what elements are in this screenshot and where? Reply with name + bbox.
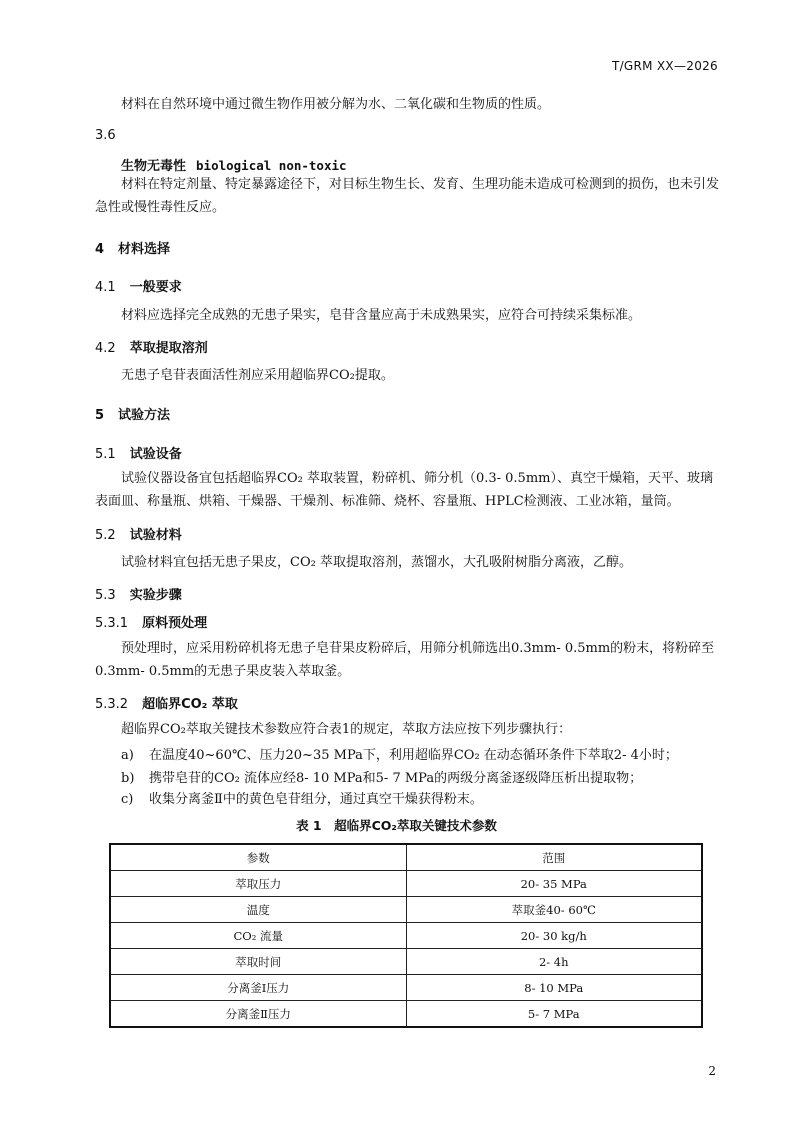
term-english: biological non-toxic — [196, 158, 347, 173]
section-5-3-heading — [95, 584, 182, 603]
table-cell: 20- 35 MPa — [406, 871, 702, 897]
term-entry — [121, 155, 347, 174]
section-5-3-1-title: 原料预处理 — [142, 616, 208, 631]
standard-code-header: T/GRM XX—2026 — [611, 59, 718, 73]
clause-number-3-6: 3.6 — [95, 128, 116, 143]
table-row — [110, 923, 702, 949]
table-header-row — [110, 844, 702, 871]
section-5-2-text: 试验材料宜包括无患子果皮，CO₂ 萃取提取溶剂，蒸馏水，大孔吸附树脂分离液，乙醇。 — [121, 555, 632, 570]
list-marker: c) — [121, 792, 134, 807]
section-5-2-number: 5.2 — [95, 528, 116, 543]
table-cell: 20- 30 kg/h — [406, 923, 702, 949]
section-5-heading — [95, 404, 170, 423]
parameter-table — [109, 843, 703, 1028]
section-4-title: 材料选择 — [118, 242, 171, 257]
section-5-1-number: 5.1 — [95, 447, 116, 462]
section-4-1-number: 4.1 — [95, 280, 116, 295]
table-row — [110, 1001, 702, 1028]
page-number: 2 — [708, 1064, 716, 1078]
table-row — [110, 975, 702, 1001]
list-text: 在温度40~60℃、压力20~35 MPa下，利用超临界CO₂ 在动态循环条件下萃取2- 4小时； — [149, 748, 678, 763]
section-4-heading — [95, 238, 170, 257]
table-cell: 萃取压力 — [110, 871, 406, 897]
table-cell: 2- 4h — [406, 949, 702, 975]
section-5-2-title: 试验材料 — [129, 528, 182, 543]
table-cell: 分离釜Ⅰ压力 — [110, 975, 406, 1001]
term-chinese: 生物无毒性 — [121, 159, 187, 174]
section-5-3-1-text: 预处理时，应采用粉碎机将无患子皂苷果皮粉碎后，用筛分机筛选出0.3mm- 0.5mm的粉末，将粉碎至0.3mm- 0.5mm的无患子果皮装入萃取釜。 — [95, 641, 715, 679]
section-5-3-2-intro: 超临界CO₂萃取关键技术参数应符合表1的规定，萃取方法应按下列步骤执行： — [121, 722, 572, 737]
table-cell: CO₂ 流量 — [110, 923, 406, 949]
section-5-3-number: 5.3 — [95, 588, 116, 603]
section-4-number: 4 — [95, 242, 105, 257]
section-4-2-text: 无患子皂苷表面活性剂应采用超临界CO₂提取。 — [121, 368, 394, 383]
section-5-title: 试验方法 — [118, 408, 171, 423]
section-5-3-2-heading — [95, 693, 238, 712]
list-item — [121, 744, 678, 763]
section-5-3-1-number: 5.3.1 — [95, 616, 129, 631]
section-5-3-title: 实验步骤 — [129, 588, 182, 603]
continuation-text: 材料在自然环境中通过微生物作用被分解为水、二氧化碳和生物质的性质。 — [121, 97, 551, 112]
list-text: 携带皂苷的CO₂ 流体应经8- 10 MPa和5- 7 MPa的两级分离釜逐级降压析出提取物； — [149, 771, 643, 786]
list-text: 收集分离釜Ⅱ中的黄色皂苷组分，通过真空干燥获得粉末。 — [149, 792, 483, 807]
table-row — [110, 871, 702, 897]
section-5-2-heading — [95, 524, 182, 543]
table-row — [110, 949, 702, 975]
section-5-1-title: 试验设备 — [129, 447, 182, 462]
section-5-3-2-number: 5.3.2 — [95, 697, 129, 712]
term-definition: 材料在特定剂量、特定暴露途径下，对目标生物生长、发育、生理功能未造成可检测到的损伤，也未引发急性或慢性毒性反应。 — [95, 177, 720, 215]
section-4-1-title: 一般要求 — [129, 280, 182, 295]
table-cell: 温度 — [110, 897, 406, 923]
section-5-3-1-heading — [95, 612, 207, 631]
list-item — [121, 767, 642, 786]
table-cell: 萃取时间 — [110, 949, 406, 975]
table-cell: 8- 10 MPa — [406, 975, 702, 1001]
list-item — [121, 788, 483, 807]
list-marker: b) — [121, 771, 135, 786]
column-header-range: 范围 — [406, 844, 702, 871]
section-5-3-2-title: 超临界CO₂ 萃取 — [142, 697, 238, 712]
section-4-1-text: 材料应选择完全成熟的无患子果实，皂苷含量应高于未成熟果实，应符合可持续采集标准。 — [121, 308, 642, 323]
table-cell: 萃取釜40- 60℃ — [406, 897, 702, 923]
section-5-1-heading — [95, 443, 182, 462]
section-5-1-text: 试验仪器设备宜包括超临界CO₂ 萃取装置，粉碎机、筛分机（0.3- 0.5mm）、真空干燥箱，天平、玻璃表面皿、称量瓶、烘箱、干燥器、干燥剂、标准筛、烧杯、容量瓶、HPLC检测液、工业冰箱，量筒。 — [95, 471, 713, 509]
section-5-number: 5 — [95, 408, 105, 423]
column-header-parameter: 参数 — [110, 844, 406, 871]
table-cell: 5- 7 MPa — [406, 1001, 702, 1028]
section-4-2-title: 萃取提取溶剂 — [129, 341, 208, 356]
list-marker: a) — [121, 748, 134, 763]
table-row — [110, 897, 702, 923]
section-4-1-heading — [95, 276, 182, 295]
table-cell: 分离釜Ⅱ压力 — [110, 1001, 406, 1028]
section-4-2-heading — [95, 337, 208, 356]
section-4-2-number: 4.2 — [95, 341, 116, 356]
table-title: 表 1 超临界CO₂萃取关键技术参数 — [296, 818, 497, 833]
